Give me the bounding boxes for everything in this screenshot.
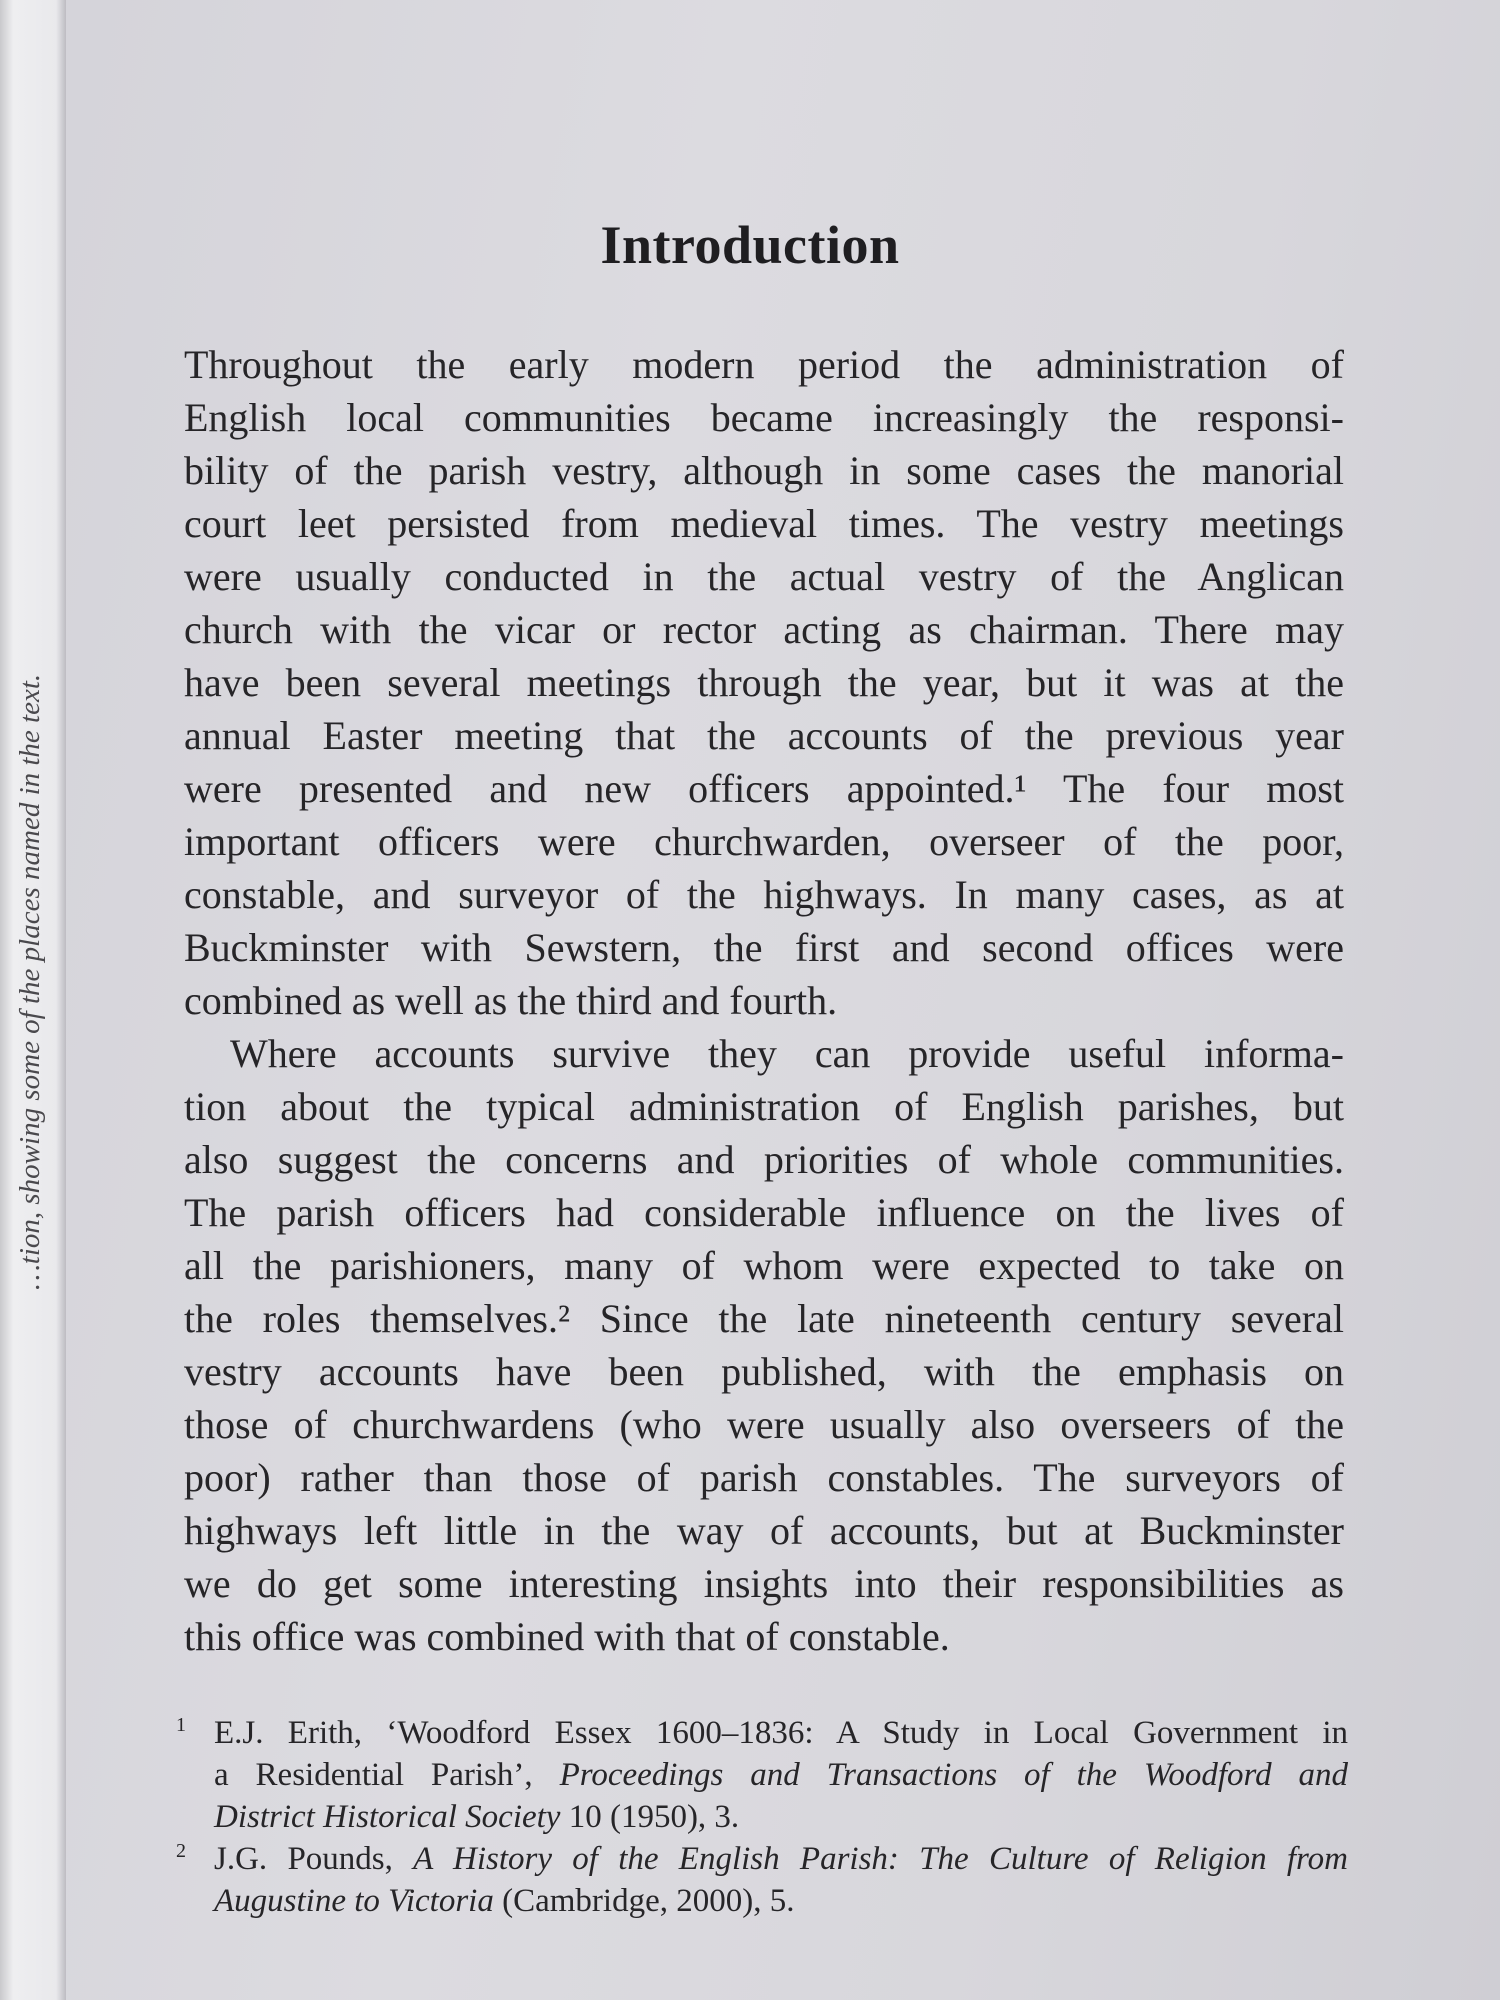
footnote-text: (Cambridge, 2000), 5. (493, 1883, 795, 1919)
footnote-number: 2 (176, 1840, 186, 1862)
footnote-number: 1 (176, 1714, 186, 1736)
text-line: have been several meetings through the year, but it was at the (184, 660, 1344, 705)
text-line: court leet persisted from medieval times. The vestry meetings (184, 501, 1344, 546)
text-line: constable, and surveyor of the highways. In many cases, as at (184, 872, 1344, 917)
text-line: combined as well as the third and fourth. (184, 978, 838, 1023)
text-line: tion about the typical administration of English parishes, but (184, 1084, 1344, 1129)
page-title: Introduction (600, 215, 900, 276)
text-line: were usually conducted in the actual vestry of the Anglican (184, 554, 1344, 599)
footnote-line (214, 1796, 1348, 1838)
footnote-text: E.J. Erith, ‘Woodford Essex 1600–1836: A Study in Local Government in (214, 1715, 1348, 1751)
facing-page-edge (0, 0, 66, 2000)
text-line: annual Easter meeting that the accounts of the previous year (184, 713, 1344, 758)
text-line: also suggest the concerns and priorities of whole communities. (184, 1137, 1344, 1182)
footnote-line (214, 1880, 1348, 1922)
facing-page-caption: …tion, showing some of the places named in the text. (14, 673, 46, 1290)
text-line: church with the vicar or rector acting as chairman. There may (184, 607, 1344, 652)
text-line: The parish officers had considerable influence on the lives of (184, 1190, 1344, 1235)
footnote (176, 1712, 1348, 1838)
footnotes (176, 1712, 1348, 1922)
text-line: vestry accounts have been published, with the emphasis on (184, 1349, 1344, 1394)
footnote-italic-text: A History of the English Parish: The Culture of Religion from (413, 1841, 1348, 1877)
text-line: Throughout the early modern period the administration of (184, 342, 1344, 387)
footnote-line (214, 1712, 1348, 1754)
text-line: this office was combined with that of constable. (184, 1614, 950, 1659)
footnote-text: a Residential Parish’, (214, 1757, 560, 1793)
text-line: poor) rather than those of parish constables. The surveyors of (184, 1455, 1344, 1500)
footnote-text: 10 (1950), 3. (560, 1799, 740, 1835)
text-line: Where accounts survive they can provide useful informa- (230, 1031, 1344, 1076)
footnote (176, 1838, 1348, 1922)
footnote-italic-text: District Historical Society (214, 1799, 561, 1835)
paragraph (184, 1027, 1344, 1663)
paragraph (184, 338, 1344, 1027)
text-line: Buckminster with Sewstern, the first and second offices were (184, 925, 1344, 970)
text-line: we do get some interesting insights into their responsibilities as (184, 1561, 1344, 1606)
footnote-italic-text: Proceedings and Transactions of the Woodford and (559, 1757, 1349, 1793)
text-line: the roles themselves.² Since the late nineteenth century several (184, 1296, 1344, 1341)
text-line: all the parishioners, many of whom were expected to take on (184, 1243, 1344, 1288)
footnote-line (214, 1838, 1348, 1880)
body-text (184, 338, 1344, 1663)
text-line: those of churchwardens (who were usually also overseers of the (184, 1402, 1344, 1447)
text-line: English local communities became increasingly the responsi- (184, 395, 1344, 440)
text-line: highways left little in the way of accounts, but at Buckminster (184, 1508, 1344, 1553)
text-line: important officers were churchwarden, overseer of the poor, (184, 819, 1344, 864)
text-line: bility of the parish vestry, although in some cases the manorial (184, 448, 1344, 493)
footnote-line (214, 1754, 1348, 1796)
footnote-italic-text: Augustine to Victoria (214, 1883, 494, 1919)
text-line: were presented and new officers appointed.¹ The four most (184, 766, 1344, 811)
footnote-text: J.G. Pounds, (214, 1841, 414, 1877)
